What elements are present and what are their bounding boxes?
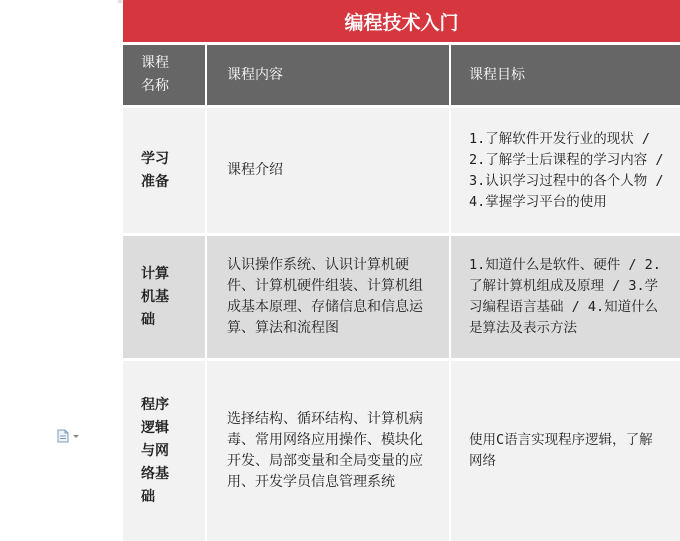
row-3-name-text: 程序逻辑与网络基础 bbox=[141, 396, 169, 505]
row-2-goal-text: 1.知道什么是软件、硬件 / 2.了解计算机组成及原理 / 3.学习编程语言基础 / 4.知道什么是算法及表示方法 bbox=[469, 257, 661, 336]
course-table bbox=[123, 0, 680, 537]
row-3-name bbox=[123, 361, 205, 541]
table-title: 编程技术入门 bbox=[123, 0, 680, 42]
header-course-content bbox=[205, 45, 449, 105]
row-2-content bbox=[205, 236, 449, 358]
row-1-content-text: 课程介绍 bbox=[227, 162, 283, 178]
corner-mark bbox=[118, 0, 122, 3]
row-2-name-text: 计算机基础 bbox=[141, 265, 169, 328]
document-icon[interactable] bbox=[57, 428, 81, 442]
row-2-content-text: 认识操作系统、认识计算机硬件、计算机硬件组装、计算机组成基本原理、存储信息和信息运算、算法和流程图 bbox=[227, 257, 423, 336]
row-3-goal bbox=[449, 361, 680, 541]
row-1-goal-text: 1.了解软件开发行业的现状 / 2.了解学士后课程的学习内容 / 3.认识学习过程中的各个人物 / 4.掌握学习平台的使用 bbox=[469, 130, 664, 210]
row-1-content bbox=[205, 108, 449, 233]
row-3-content bbox=[205, 361, 449, 541]
row-1-goal bbox=[449, 108, 680, 233]
header-course-name bbox=[123, 45, 205, 105]
row-1-name-text: 学习准备 bbox=[141, 150, 169, 190]
row-2-goal bbox=[449, 236, 680, 358]
row-3-content-text: 选择结构、循环结构、计算机病毒、常用网络应用操作、模块化开发、局部变量和全局变量的应用、开发学员信息管理系统 bbox=[227, 411, 423, 490]
header-course-name-text: 课程名称 bbox=[141, 55, 169, 94]
header-course-goal bbox=[449, 45, 680, 105]
table-grid bbox=[123, 45, 680, 541]
header-course-goal-text: 课程目标 bbox=[469, 66, 525, 83]
row-3-goal-text: 使用C语言实现程序逻辑，了解网络 bbox=[469, 432, 653, 469]
document-icon-svg bbox=[57, 429, 81, 443]
row-1-name bbox=[123, 108, 205, 233]
header-course-content-text: 课程内容 bbox=[227, 66, 283, 83]
row-2-name bbox=[123, 236, 205, 358]
